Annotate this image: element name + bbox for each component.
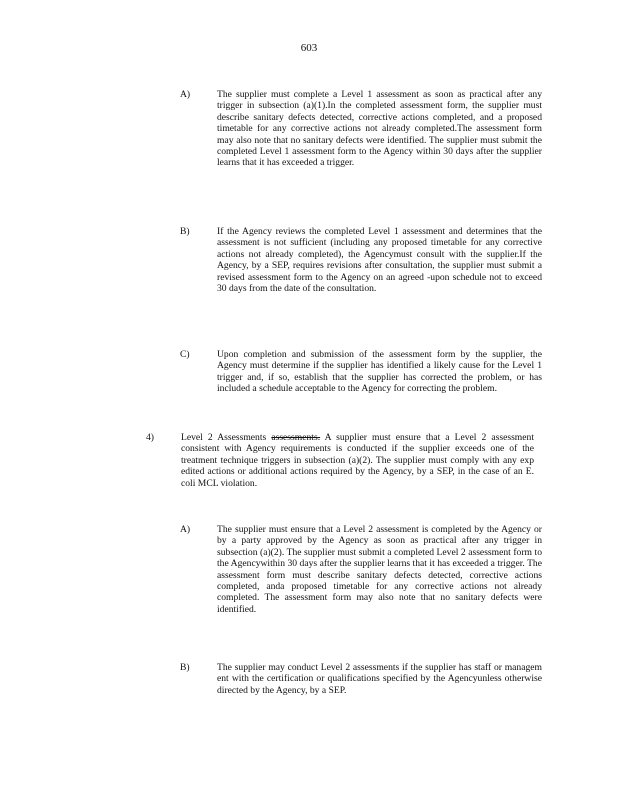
struck-tail: . (317, 432, 321, 443)
item-text: If the Agency reviews the completed Level 1 assessment and determines that the assessment is not sufficient (including any proposed timetable for any corrective actions not already completed), the Agencymust consult with the supplier.If the Agency, by a SEP, requires revisions after consultation, the supplier must submit a revised assessment form to the Agency on an agreed -upon schedule not to exceed 30 days from the date of the consultation. (217, 226, 542, 295)
paragraph-body: A supplier must ensure that a Level 2 assessment consistent with Agency requirements is conducted if the supplier exceeds one of the treatment technique triggers in subsection (a)(2). The supplier must comply with any exp edited actions or additional actions required by the Agency, by a SEP, in the case of an E. coli MCL violation. (181, 432, 534, 489)
item-text: Upon completion and submission of the assessment form by the supplier, the Agency must determine if the supplier has identified a likely cause for the Level 1 trigger and, if so, establish that the supplier has corrected the problem, or has included a schedule acceptable to the Agency for correcting the problem. (217, 349, 542, 395)
item-text: The supplier must ensure that a Level 2 assessment is completed by the Agency or by a party approved by the Agency as soon as practical after any trigger in subsection (a)(2). The supplier must submit a completed Level 2 assessment form to the Agencywithin 30 days after the supplier learns that it has exceeded a trigger. The assessment form must describe sanitary defects detected, corrective actions completed, anda proposed timetable for any corrective actions not already completed. The assessment form may also note that no sanitary defects were identified. (217, 524, 542, 615)
item-text: The supplier may conduct Level 2 assessments if the supplier has staff or managem ent with the certification or qualifications specified by the Agencyunless otherwise directed by the Agency, by a SEP. (217, 662, 542, 696)
struck-text: assessments (271, 432, 318, 443)
page-number: 603 (300, 42, 318, 54)
item-marker: A) (180, 524, 191, 535)
item-text (181, 432, 534, 489)
item-marker: C) (180, 349, 190, 360)
section-heading: Level 2 Assessments (181, 432, 267, 443)
item-text: The supplier must complete a Level 1 assessment as soon as practical after any trigger in subsection (a)(1).In the completed assessment form, the supplier must describe sanitary defects detected, corrective actions completed, and a proposed timetable for any corrective actions not already completed.The assessment form may also note that no sanitary defects were identified. The supplier must submit the completed Level 1 assessment form to the Agency within 30 days after the supplier learns that it has exceeded a trigger. (217, 89, 542, 169)
item-marker: B) (180, 662, 190, 673)
item-marker: 4) (146, 432, 154, 443)
item-marker: B) (180, 226, 190, 237)
item-marker: A) (180, 89, 191, 100)
